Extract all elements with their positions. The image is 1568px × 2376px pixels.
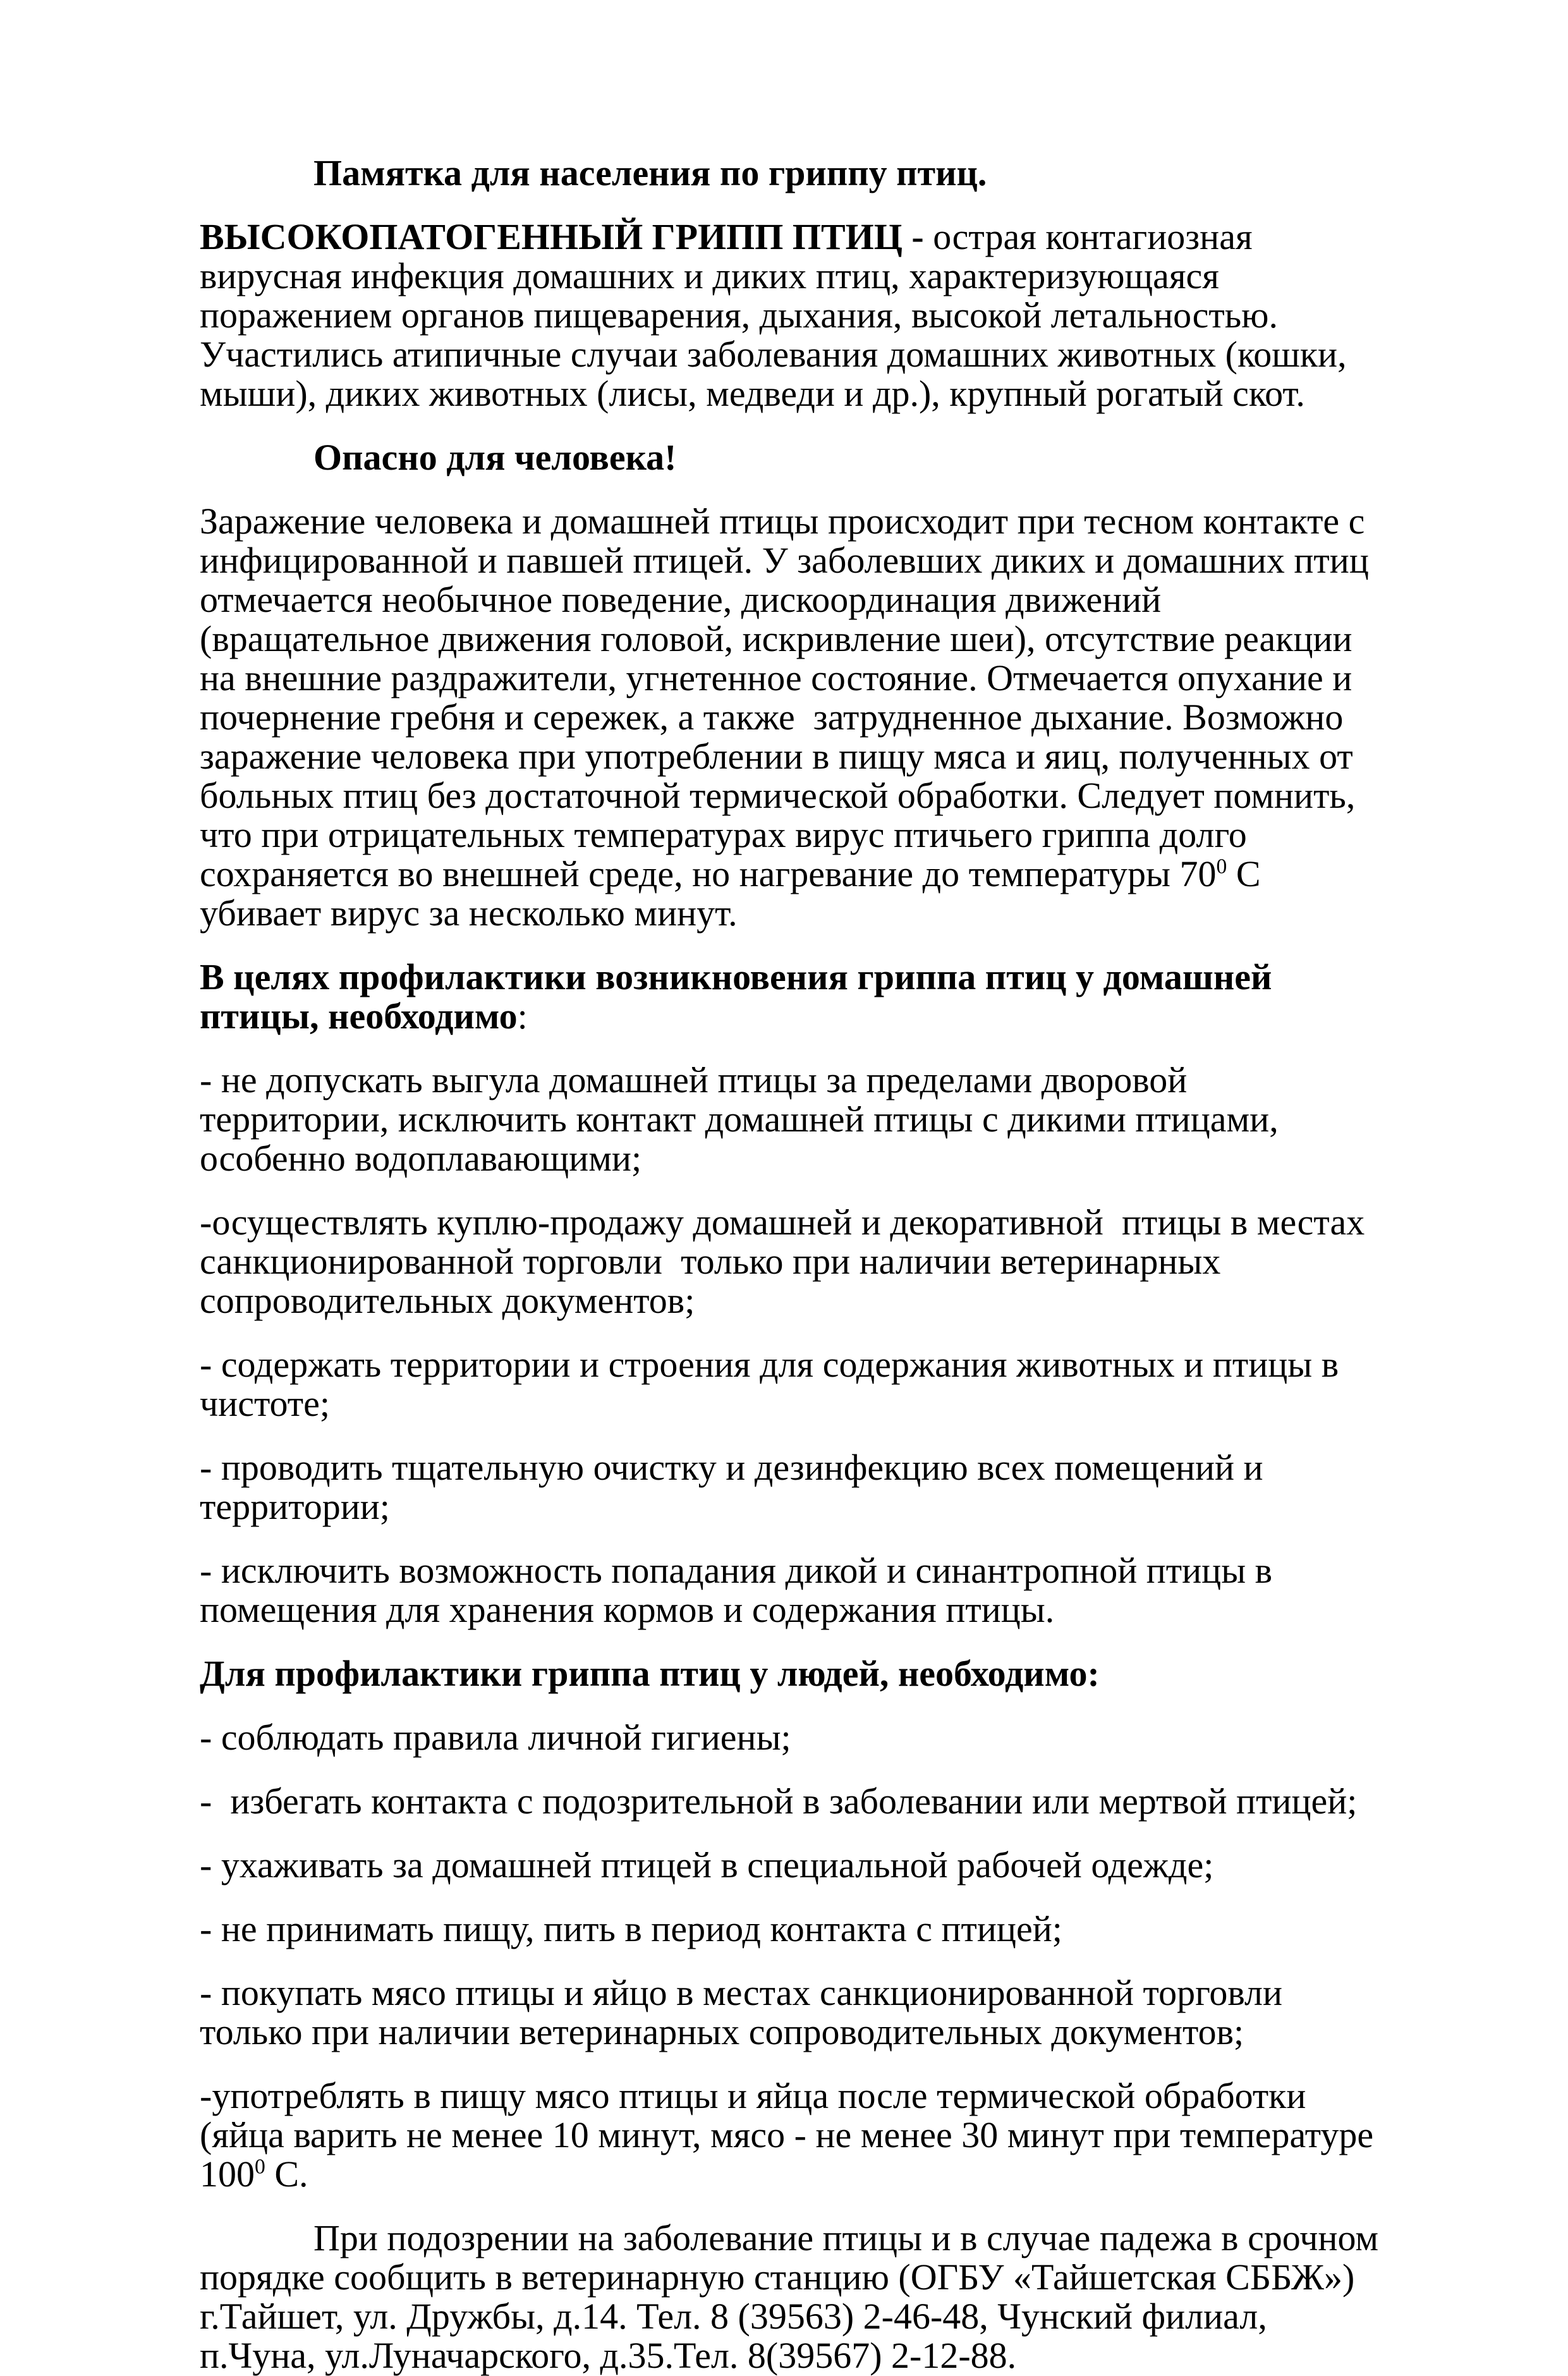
people-measures-list (200, 1718, 1383, 2194)
people-measure-1: - соблюдать правила личной гигиены; (200, 1717, 791, 1758)
contact-paragraph: При подозрении на заболевание птицы и в случае падежа в срочном порядке сообщить в ветеринарную станцию (ОГБУ «Тайшетская СББЖ») г.Тайшет, ул. Дружбы, д.14. Тел. 8 (39563) 2-46-48, Чунский филиал, п.Чуна, ул.Луначарского, д.35.Тел. 8(39567) 2-12-88. (200, 2217, 1388, 2376)
people-measure-6 (200, 2076, 1383, 2194)
intro-paragraph (200, 217, 1383, 413)
people-measure-6-before: -употреблять в пищу мясо птицы и яйца после термической обработки (яйца варить не менее 10 минут, мясо - не менее 30 минут при температуре 100 (200, 2075, 1383, 2195)
people-measure-2: - избегать контакта с подозрительной в заболевании или мертвой птицей; (200, 1781, 1358, 1822)
poultry-measures-list (200, 1061, 1383, 1630)
infection-text-after: С убивает вирус за несколько минут. (200, 853, 1270, 934)
people-measure-6-after: С. (265, 2154, 308, 2195)
infection-paragraph (200, 502, 1383, 933)
poultry-heading-text: В целях профилактики возникновения гриппа птиц у домашней птицы, необходимо (200, 956, 1281, 1037)
degree-superscript: 0 (255, 2155, 265, 2179)
infection-text-before: Заражение человека и домашней птицы происходит при тесном контакте с инфицированной и павшей птицей. У заболевших диких и домашних птиц отмечается необычное поведение, дискоординация движений (вращательное движения головой, искривление шеи), отсутствие реакции на внешние раздражители, угнетенное состояние. Отмечается опухание и почернение гребня и сережек, а также затрудненное дыхание. Возможно заражение человека при употреблении в пищу мяса и яиц, полученных от больных птиц без достаточной термической обработки. Следует помнить, что при отрицательных температурах вирус птичьего гриппа долго сохраняется во внешней среде, но нагревание до температуры 70 (200, 501, 1378, 894)
poultry-measure-5: - исключить возможность попадания дикой и синантропной птицы в помещения для хранения кормов и содержания птицы. (200, 1550, 1282, 1630)
poultry-measure-4: - проводить тщательную очистку и дезинфекцию всех помещений и территории; (200, 1447, 1273, 1527)
people-measure-5: - покупать мясо птицы и яйцо в местах санкционированной торговли только при наличии ветеринарных сопроводительных документов; (200, 1972, 1292, 2052)
intro-definition: острая контагиозная вирусная инфекция домашних и диких птиц, характеризующаяся поражением органов пищеварения, дыхания, высокой летальностью. Участились атипичные случаи заболевания домашних животных (кошки, мыши), диких животных (лисы, медведи и др.), крупный рогатый скот. (200, 216, 1356, 414)
poultry-measure-1: - не допускать выгула домашней птицы за пределами дворовой территории, исключить контакт домашней птицы с дикими птицами, особенно водоплавающими; (200, 1059, 1288, 1179)
danger-heading: Опасно для человека! (313, 437, 677, 478)
people-heading: Для профилактики гриппа птиц у людей, необходимо: (200, 1653, 1100, 1694)
people-measure-4: - не принимать пищу, пить в период контакта с птицей; (200, 1908, 1062, 1949)
poultry-measure-2: -осуществлять куплю-продажу домашней и декоративной птицы в местах санкционированной торговли только при наличии ветеринарных сопроводительных документов; (200, 1202, 1374, 1321)
poultry-heading (200, 958, 1383, 1036)
poultry-measure-3: - содержать территории и строения для содержания животных и птицы в чистоте; (200, 1344, 1348, 1424)
page-title: Памятка для населения по гриппу птиц. (313, 152, 987, 193)
people-measure-3: - ухаживать за домашней птицей в специальной рабочей одежде; (200, 1844, 1214, 1886)
poultry-heading-colon: : (517, 996, 528, 1037)
intro-term: ВЫСОКОПАТОГЕННЫЙ ГРИПП ПТИЦ - (200, 216, 924, 257)
degree-superscript: 0 (1216, 855, 1227, 879)
